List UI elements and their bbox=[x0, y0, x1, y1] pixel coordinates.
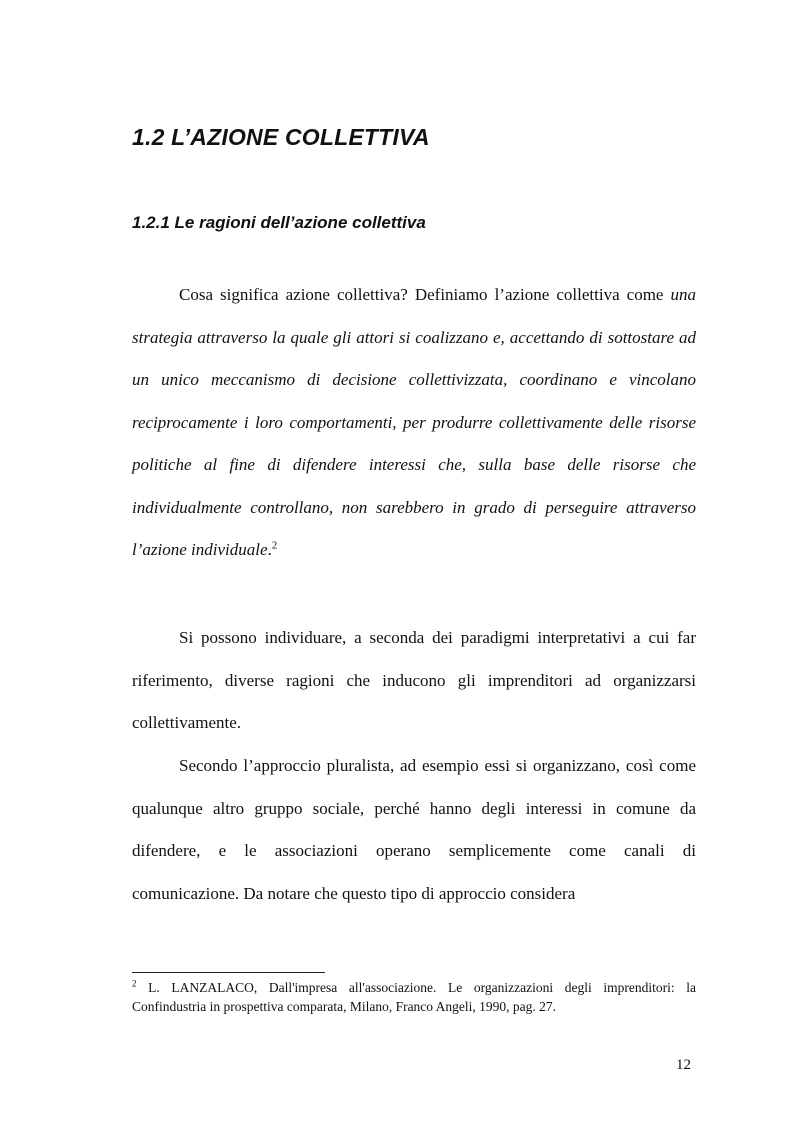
page-number: 12 bbox=[676, 1057, 691, 1073]
section-heading: 1.2 L’AZIONE COLLETTIVA bbox=[132, 124, 430, 150]
footnote-reference[interactable]: 2 bbox=[271, 539, 278, 552]
paragraph-pluralist-text: Secondo l’approccio pluralista, ad esempio essi si organizzano, così come qualunque altro gruppo sociale, perché hanno degli interessi in comune da difendere, e le associazioni operano semplicemente come canali di comunicazione. Da notare che questo tipo di approccio considera bbox=[132, 756, 696, 903]
paragraph-definition-lead: Cosa significa azione collettiva? Definiamo l’azione collettiva come bbox=[179, 285, 671, 304]
definition-quote: una strategia attraverso la quale gli attori si coalizzano e, accettando di sottostare ad un unico meccanismo di decisione collettivizzata, coordinano e vincolano reciprocamente i loro comportamenti, per produrre collettivamente delle risorse politiche al fine di difendere interessi che, sulla base delle risorse che individualmente controllano, non sarebbero in grado di perseguire attraverso l’azione individuale bbox=[132, 285, 696, 559]
footnote bbox=[132, 978, 696, 1016]
definition-quote-end: . bbox=[267, 540, 272, 559]
paragraph-reasons-text: Si possono individuare, a seconda dei paradigmi interpretativi a cui far riferimento, diverse ragioni che inducono gli imprenditori ad organizzarsi collettivamente. bbox=[132, 628, 696, 732]
paragraph-definition bbox=[132, 274, 696, 572]
footnote-divider bbox=[132, 972, 325, 973]
footnote-number: 2 bbox=[132, 978, 137, 989]
subsection-heading: 1.2.1 Le ragioni dell’azione collettiva bbox=[132, 213, 426, 232]
paragraph-reasons bbox=[132, 617, 696, 745]
footnote-text: L. LANZALACO, Dall'impresa all'associazione. Le organizzazioni degli imprenditori: la Confindustria in prospettiva comparata, Milano, Franco Angeli, 1990, pag. 27. bbox=[132, 980, 696, 1014]
paragraph-pluralist bbox=[132, 745, 696, 915]
